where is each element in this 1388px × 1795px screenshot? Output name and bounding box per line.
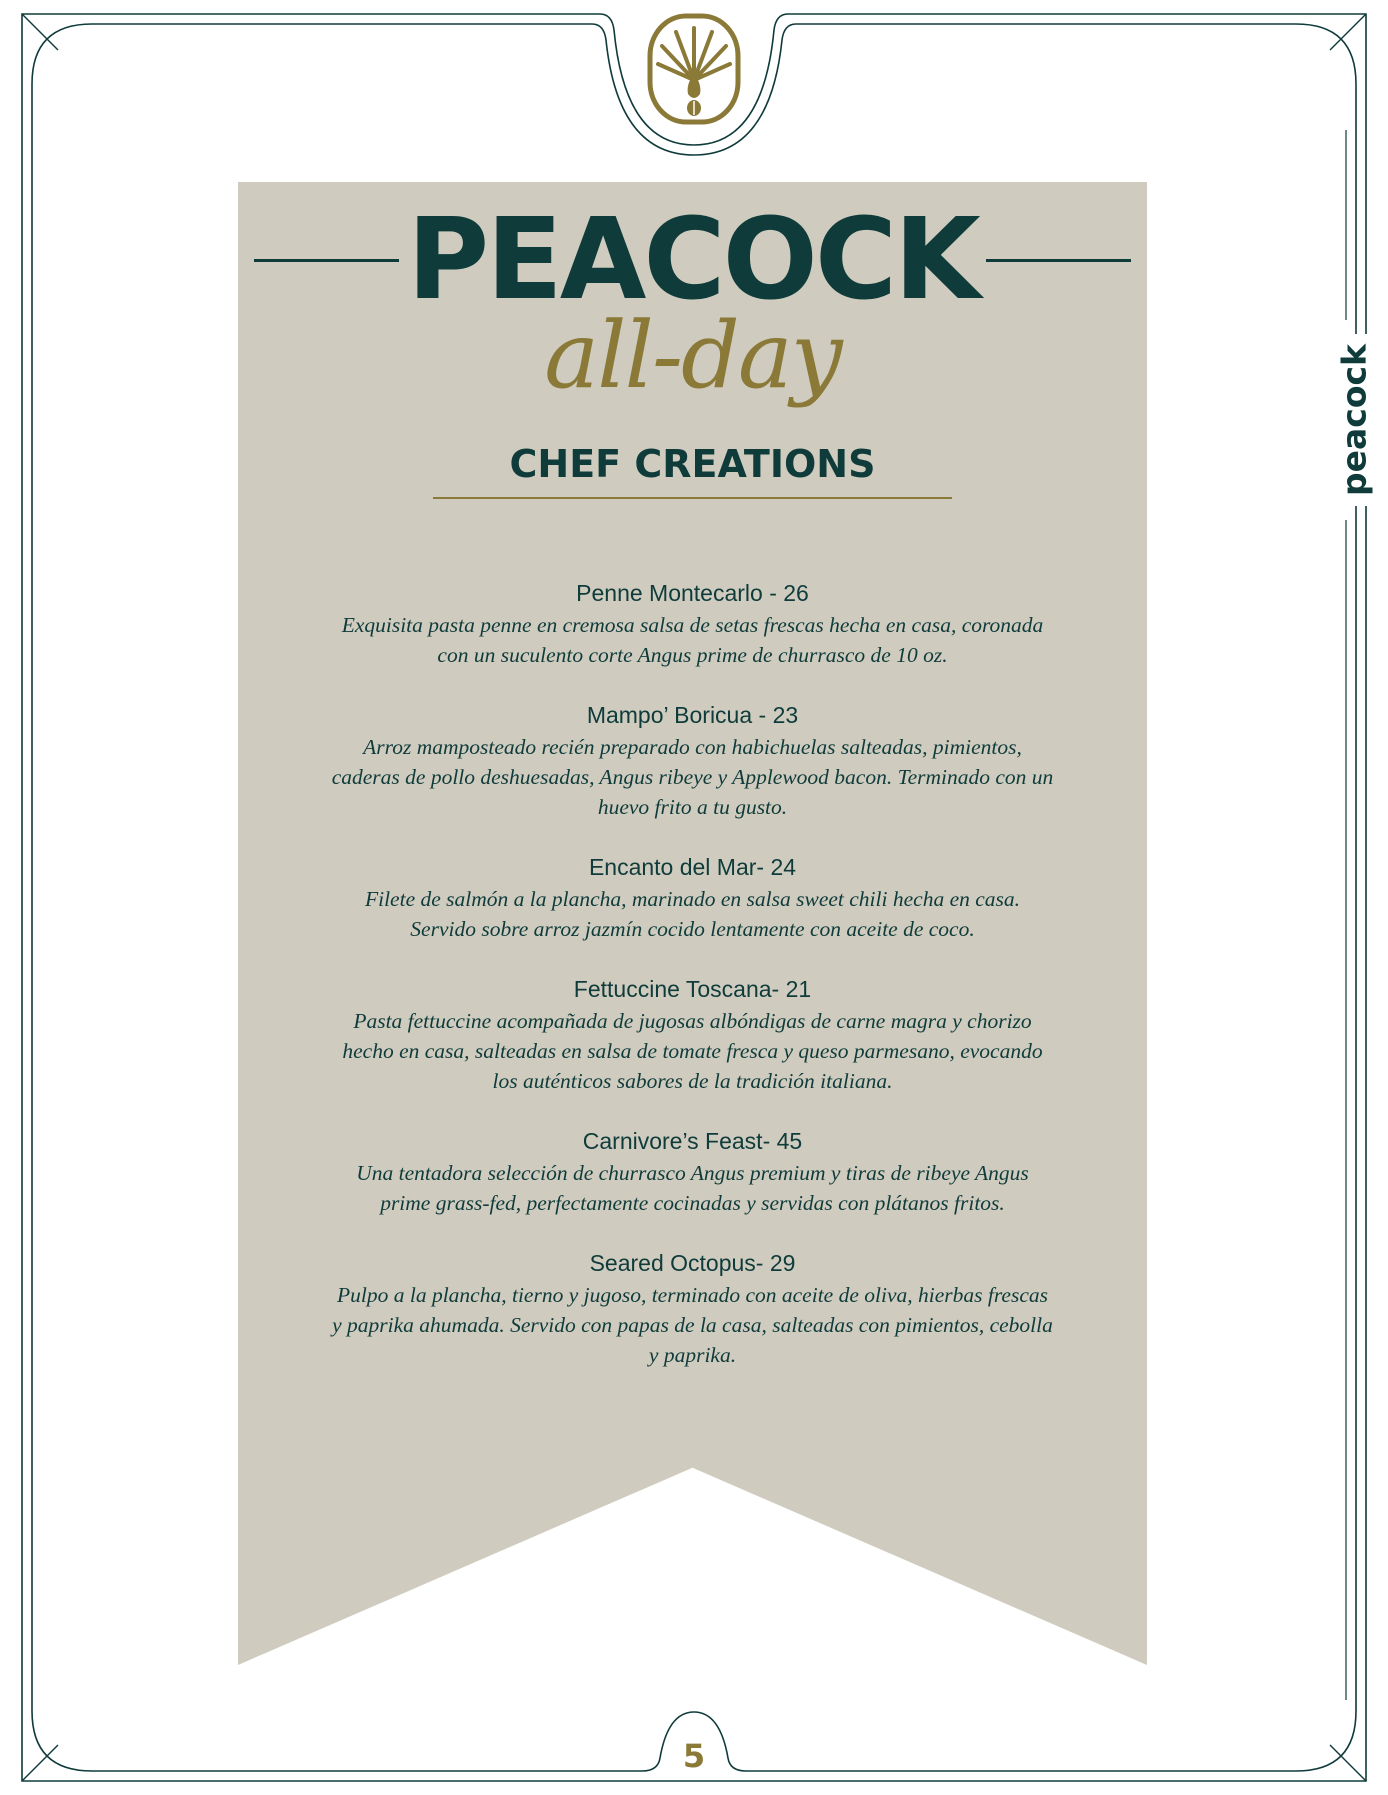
title-left-rule: [254, 259, 399, 262]
menu-item-name: Seared Octopus- 29: [589, 1250, 796, 1276]
menu-item-description: Pasta fettuccine acompañada de jugosas albóndigas de carne magra y chorizo hecho en casa, salteadas en salsa de tomate fresca y queso parmesano, evocando los auténticos sabores de la tradición italiana.: [342, 1009, 1043, 1093]
page-subtitle: all-day: [544, 302, 841, 409]
title-right-rule: [986, 259, 1131, 262]
menu-item: [330, 974, 1055, 1096]
menu-item-name: Penne Montecarlo - 26: [576, 580, 809, 606]
page-title: PEACOCK: [407, 195, 978, 325]
menu-item: [330, 700, 1055, 822]
section-title: CHEF CREATIONS: [509, 442, 876, 486]
menu-item-description: Exquisita pasta penne en cremosa salsa de setas frescas hecha en casa, coronada con un suculento corte Angus prime de churrasco de 10 oz.: [341, 613, 1044, 667]
menu-item-name: Carnivore’s Feast- 45: [582, 1128, 803, 1154]
side-brand-wordmark: peacock: [1335, 334, 1374, 506]
menu-item: [330, 852, 1055, 944]
menu-item-name: Mampo’ Boricua - 23: [586, 702, 799, 728]
menu-item: [330, 1126, 1055, 1218]
section-divider: [433, 497, 952, 499]
menu-item-name: Fettuccine Toscana- 21: [573, 976, 812, 1002]
menu-item-description: Arroz mamposteado recién preparado con habichuelas salteadas, pimientos, caderas de pollo deshuesadas, Angus ribeye y Applewood bacon. Terminado con un huevo frito a tu gusto.: [331, 735, 1054, 819]
menu-item: [330, 578, 1055, 670]
menu-item-name: Encanto del Mar- 24: [588, 854, 797, 880]
menu-item-description: Filete de salmón a la plancha, marinado en salsa sweet chili hecha en casa. Servido sobre arroz jazmín cocido lentamente con aceite de coco.: [364, 887, 1021, 941]
page-number: 5: [682, 1737, 706, 1775]
menu-item: [330, 1248, 1055, 1370]
menu-item-description: Pulpo a la plancha, tierno y jugoso, terminado con aceite de oliva, hierbas frescas y paprika ahumada. Servido con papas de la casa, salteadas con pimientos, cebolla y paprika.: [332, 1283, 1053, 1367]
menu-list: [330, 578, 1055, 1400]
peacock-logo-icon: [646, 12, 742, 126]
menu-item-description: Una tentadora selección de churrasco Angus premium y tiras de ribeye Angus prime grass-fed, perfectamente cocinadas y servidas con plátanos fritos.: [356, 1161, 1029, 1215]
